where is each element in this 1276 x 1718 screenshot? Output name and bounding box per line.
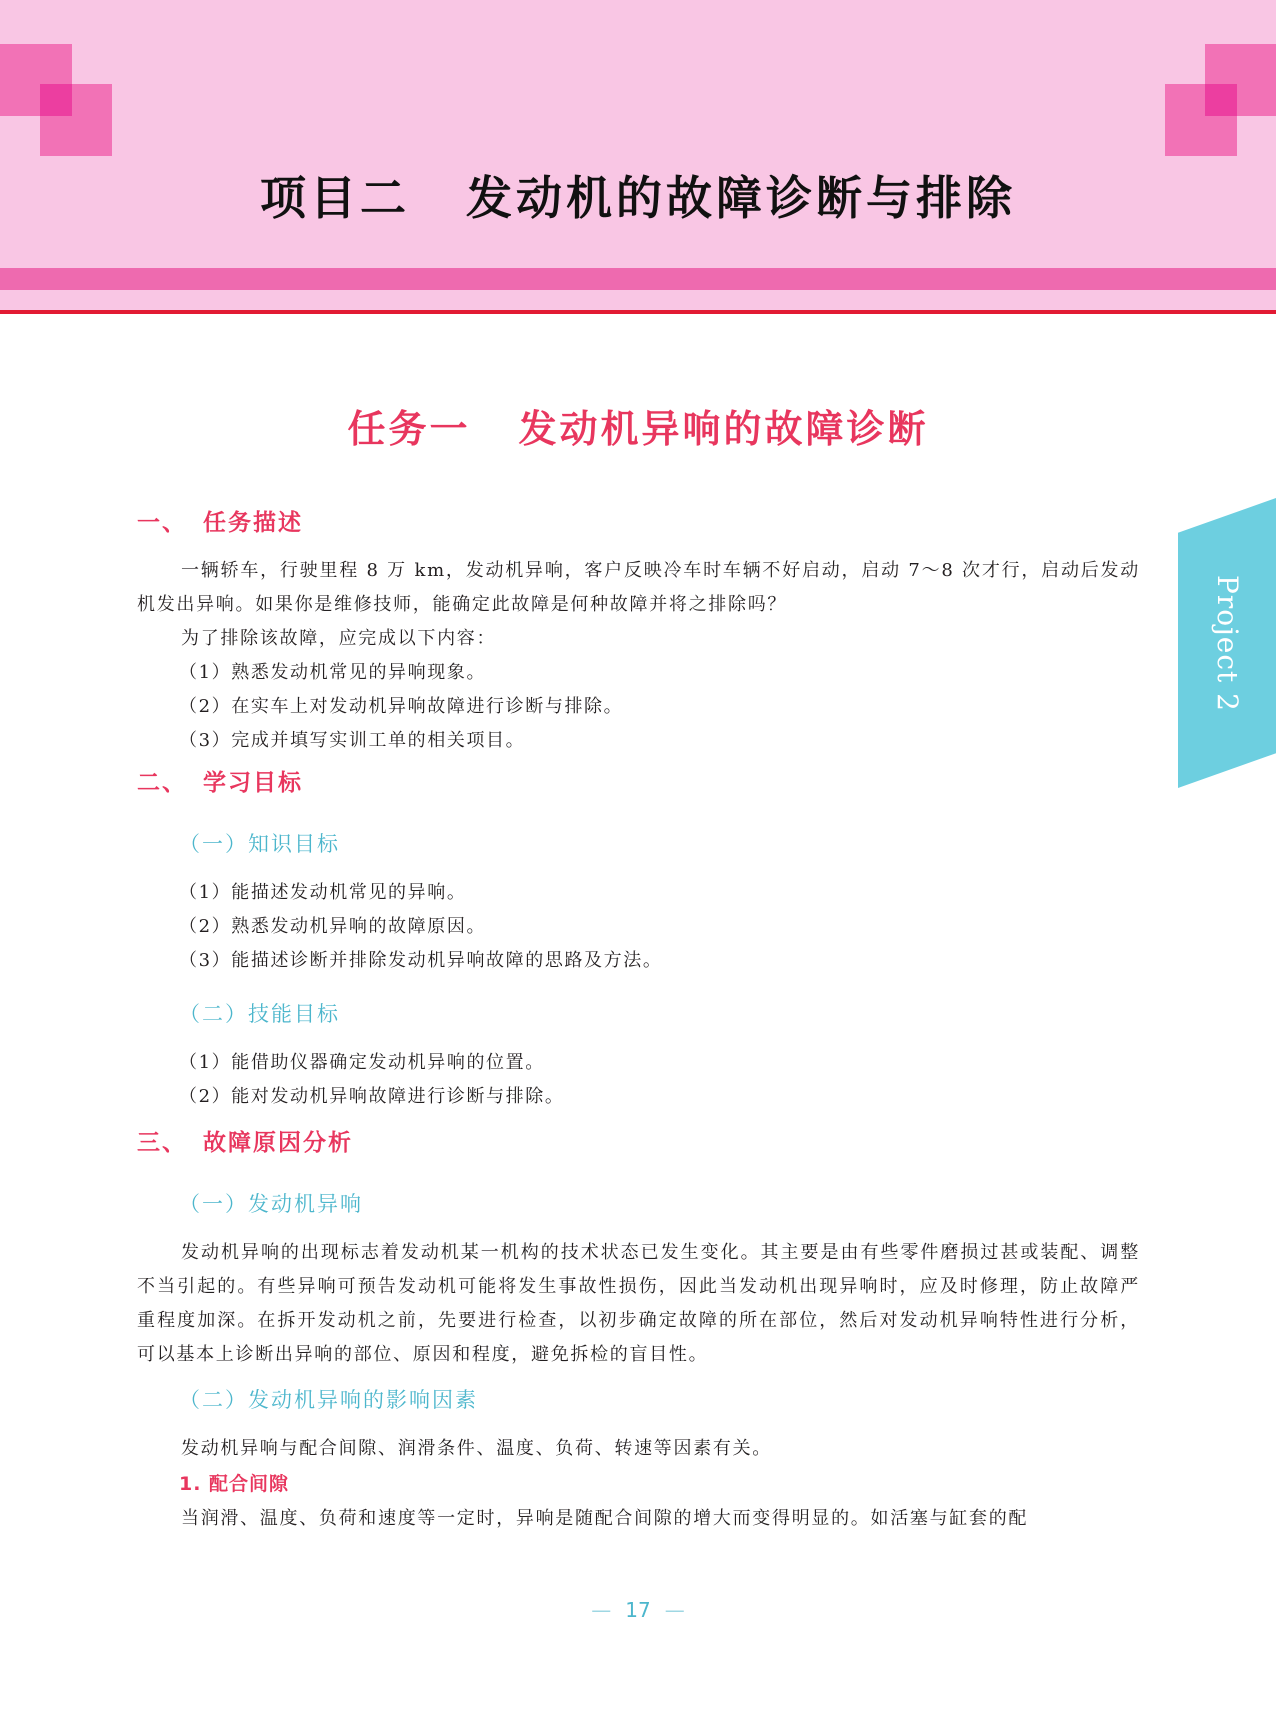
list-item: （1）熟悉发动机常见的异响现象。 xyxy=(179,662,487,683)
section-number: 一、 xyxy=(137,510,187,536)
section-heading xyxy=(137,758,1140,808)
section-heading xyxy=(137,498,1140,548)
side-tab-label-box xyxy=(1178,498,1276,788)
page-number: 17 xyxy=(625,1598,651,1622)
decor-square-overlap xyxy=(1205,84,1237,116)
list-item: （3）能描述诊断并排除发动机异响故障的思路及方法。 xyxy=(179,950,663,971)
page-footer xyxy=(0,1598,1276,1622)
subsection-heading: （一）发动机异响 xyxy=(179,1192,363,1216)
task-title-text: 发动机异响的故障诊断 xyxy=(518,407,929,451)
decor-square-overlap xyxy=(40,84,72,116)
footer-dash: — xyxy=(591,1598,612,1622)
page-content xyxy=(137,498,1140,1536)
section-number: 二、 xyxy=(137,770,187,796)
paragraph: 为了排除该故障，应完成以下内容： xyxy=(181,628,497,649)
paragraph: 当润滑、温度、负荷和速度等一定时，异响是随配合间隙的增大而变得明显的。如活塞与缸套的配 xyxy=(181,1508,1029,1529)
list-item: （2）熟悉发动机异响的故障原因。 xyxy=(179,916,487,937)
chapter-title xyxy=(0,162,1276,228)
header-stripe xyxy=(0,268,1276,290)
task-title xyxy=(0,398,1276,453)
footer-dash: — xyxy=(664,1598,685,1622)
list-item: （2）能对发动机异响故障进行诊断与排除。 xyxy=(179,1086,565,1107)
list-item: （2）在实车上对发动机异响故障进行诊断与排除。 xyxy=(179,696,624,717)
paragraph: 发动机异响与配合间隙、润滑条件、温度、负荷、转速等因素有关。 xyxy=(181,1438,772,1459)
side-tab-label: Project 2 xyxy=(1210,574,1244,712)
list-item: （3）完成并填写实训工单的相关项目。 xyxy=(179,730,526,751)
subsection-heading: （二）技能目标 xyxy=(179,1002,340,1026)
paragraph: 一辆轿车，行驶里程 8 万 km，发动机异响，客户反映冷车时车辆不好启动，启动 7～8 次才行，启动后发动机发出异响。如果你是维修技师，能确定此故障是何种故障并将之排除吗？ xyxy=(137,560,1140,615)
section-title: 故障原因分析 xyxy=(203,1130,353,1156)
item-heading: 1. 配合间隙 xyxy=(179,1473,290,1495)
chapter-title-text: 发动机的故障诊断与排除 xyxy=(466,171,1016,225)
task-label: 任务一 xyxy=(347,407,471,451)
section-heading xyxy=(137,1118,1140,1168)
list-item: （1）能借助仪器确定发动机异响的位置。 xyxy=(179,1052,545,1073)
section-number: 三、 xyxy=(137,1130,187,1156)
section-title: 学习目标 xyxy=(203,770,303,796)
subsection-heading: （二）发动机异响的影响因素 xyxy=(179,1388,478,1412)
header-rule xyxy=(0,310,1276,314)
section-title: 任务描述 xyxy=(203,510,303,536)
list-item: （1）能描述发动机常见的异响。 xyxy=(179,882,467,903)
subsection-heading: （一）知识目标 xyxy=(179,832,340,856)
header-gap xyxy=(0,290,1276,310)
chapter-label: 项目二 xyxy=(260,171,410,225)
paragraph: 发动机异响的出现标志着发动机某一机构的技术状态已发生变化。其主要是由有些零件磨损过甚或装配、调整不当引起的。有些异响可预告发动机可能将发生事故性损伤，因此当发动机出现异响时，应及时修理，防止故障严重程度加深。在拆开发动机之前，先要进行检查，以初步确定故障的所在部位，然后对发动机异响特性进行分析，可以基本上诊断出异响的部位、原因和程度，避免拆检的盲目性。 xyxy=(137,1242,1140,1365)
